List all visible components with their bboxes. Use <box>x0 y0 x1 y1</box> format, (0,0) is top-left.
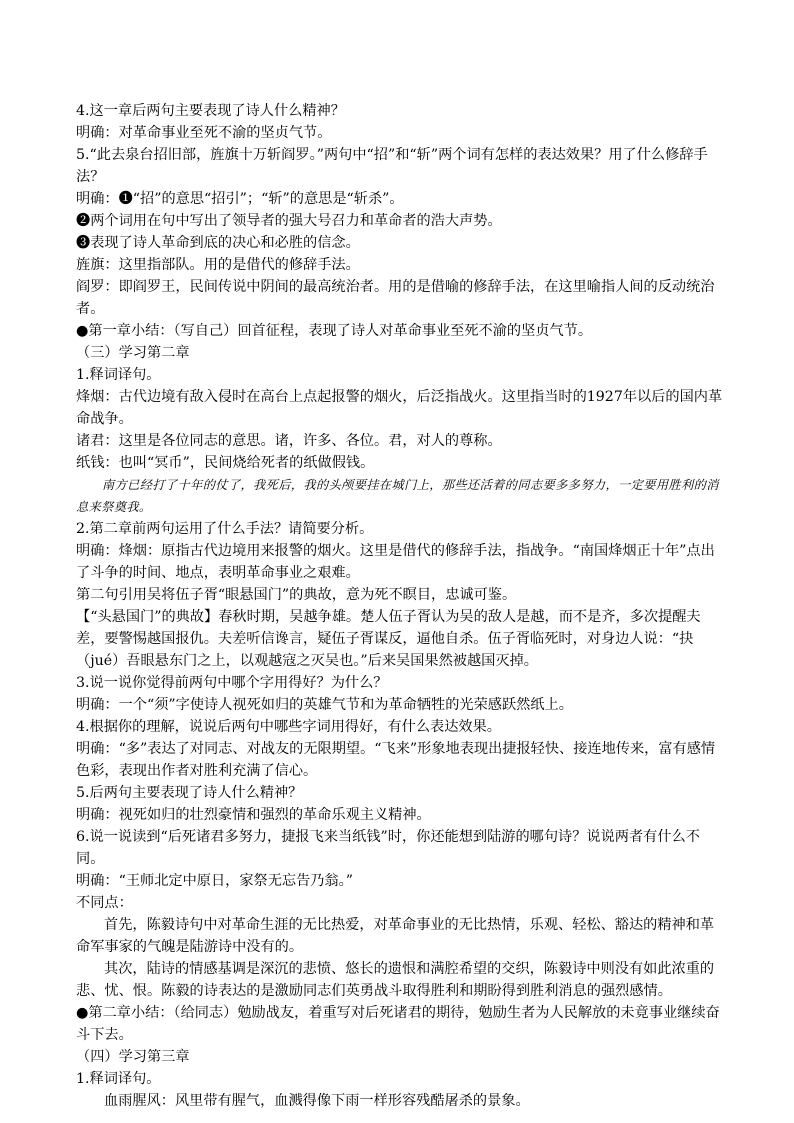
question-6: 6.说一说读到“后死诸君多努力，捷报飞来当纸钱”时，你还能想到陆游的哪句诗？说说两者有什么不同。 <box>76 829 700 867</box>
note-yanluo: 阎罗：即阎罗王，民间传说中阴间的最高统治者。用的是借喻的修辞手法，在这里喻指人间的反动统治者。 <box>76 279 715 317</box>
note-zhiqian: 纸钱：也叫“冥币”，民间烧给死者的纸做假钱。 <box>76 455 375 471</box>
answer-4: 明确：对革命事业至死不渝的坚贞气节。 <box>76 125 332 141</box>
chapter-1-summary: ●第一章小结：（写自己）回首征程，表现了诗人对革命事业至死不渝的坚贞气节。 <box>76 323 593 339</box>
question-5: 5.“此去泉台招旧部，旌旗十万斩阎罗。”两句中“招”和“斩”两个词有怎样的表达效果？用了什么修辞手法？ <box>76 147 708 185</box>
note-xueyu: 血雨腥风：风里带有腥气，血溅得像下雨一样形容残酷屠杀的景象。 <box>104 1093 530 1109</box>
question-3: 3.说一说你觉得前两句中哪个字用得好？为什么？ <box>76 675 388 691</box>
question-5b: 5.后两句主要表现了诗人什么精神？ <box>76 785 303 801</box>
answer-5-point-1: 明确：❶“招”的意思“招引”；“斩”的意思是“斩杀”。 <box>76 191 404 207</box>
answer-5-point-2: ❷两个词用在句中写出了领导者的强大号召力和革命者的浩大声势。 <box>76 213 502 229</box>
section-4-heading: （四）学习第三章 <box>76 1049 190 1065</box>
item-1-heading-b: 1.释词译句。 <box>76 1071 161 1087</box>
question-4: 4.这一章后两句主要表现了诗人什么精神？ <box>76 103 345 119</box>
answer-4b: 明确：“多”表达了对同志、对战友的无限期望。“飞来”形象地表现出捷报轻快、接连地传来，富有感情色彩，表现出作者对胜利充满了信心。 <box>76 741 716 779</box>
answer-5b: 明确：视死如归的壮烈豪情和强烈的革命乐观主义精神。 <box>76 807 431 823</box>
note-jingqi: 旌旗：这里指部队。用的是借代的修辞手法。 <box>76 257 360 273</box>
chapter-2-summary: ●第二章小结：（给同志）勉励战友，着重写对后死诸君的期待，勉励生者为人民解放的未竟事业继续奋斗下去。 <box>76 1005 720 1043</box>
allusion-note: 【“头悬国门”的典故】春秋时期，吴越争雄。楚人伍子胥认为吴的敌人是越，而不是齐，多次提醒夫差，要警惕越国报仇。夫差听信谗言，疑伍子胥谋反，逼他自杀。伍子胥临死时，对身边人说：“抉（jué）吾眼悬东门之上，以观越寇之灭吴也。”后来吴国果然被越国灭掉。 <box>76 609 701 669</box>
question-2: 2.第二章前两句运用了什么手法？请简要分析。 <box>76 521 374 537</box>
answer-2-continued: 第二句引用吴将伍子胥“眼悬国门”的典故，意为死不瞑目，忠诚可鉴。 <box>76 587 517 603</box>
note-zhujun: 诸君：这里是各位同志的意思。诸，许多、各位。君，对人的尊称。 <box>76 433 502 449</box>
item-1-heading: 1.释词译句。 <box>76 367 161 383</box>
translation-paragraph: 南方已经打了十年的仗了，我死后，我的头颅要挂在城门上，那些还活着的同志要多多努力，一定要用胜利的消息来祭奠我。 <box>76 478 719 514</box>
answer-5-point-3: ❸表现了诗人革命到底的决心和必胜的信念。 <box>76 235 360 251</box>
answer-3: 明确：一个“须”字使诗人视死如归的英雄气节和为革命牺牲的光荣感跃然纸上。 <box>76 697 573 713</box>
question-4b: 4.根据你的理解，说说后两句中哪些字词用得好，有什么表达效果。 <box>76 719 501 735</box>
differences-heading: 不同点： <box>76 895 133 911</box>
section-3-heading: （三）学习第二章 <box>76 345 190 361</box>
difference-first: 首先，陈毅诗句中对革命生涯的无比热爱，对革命事业的无比热情，乐观、轻松、豁达的精神和革命军事家的气魄是陆游诗中没有的。 <box>76 917 715 955</box>
difference-second: 其次，陆诗的情感基调是深沉的悲愤、悠长的遗恨和满腔希望的交织，陈毅诗中则没有如此浓重的悲、忧、恨。陈毅的诗表达的是激励同志们英勇战斗取得胜利和期盼得到胜利消息的强烈感情。 <box>76 961 715 999</box>
answer-6: 明确：“王师北定中原日，家祭无忘告乃翁。” <box>76 873 353 889</box>
answer-2: 明确：烽烟：原指古代边境用来报警的烟火。这里是借代的修辞手法，指战争。“南国烽烟正十年”点出了斗争的时间、地点，表明革命事业之艰难。 <box>76 543 715 581</box>
note-fengyan: 烽烟：古代边境有敌入侵时在高台上点起报警的烟火，后泛指战火。这里指当时的1927年以后的国内革命战争。 <box>76 389 723 427</box>
document-body <box>76 100 724 1112</box>
